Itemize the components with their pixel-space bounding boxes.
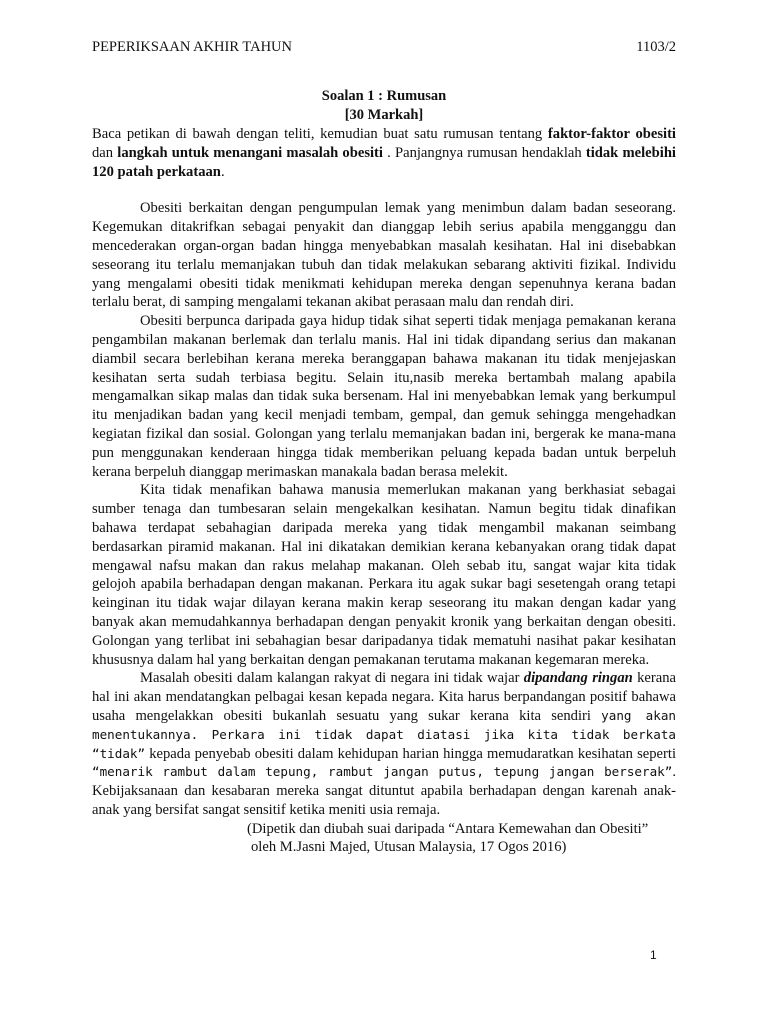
page-number: 1 [650,948,657,962]
paragraph-part: Masalah obesiti dalam kalangan rakyat di negara ini tidak wajar [140,670,524,687]
instruction-text [92,125,676,181]
emphasis-phrase: dipandang ringan [523,670,633,687]
question-heading: Soalan 1 : Rumusan [321,88,447,104]
credit-line: (Dipetik dan diubah suai daripada “Antara Kemewahan dan Obesiti” [247,820,649,837]
instruction-bold: langkah untuk menangani masalah obesiti [117,144,383,161]
paragraph-4 [92,669,676,819]
spacer [92,181,676,199]
paper-code: 1103/2 [636,39,676,55]
paragraph-3: Kita tidak menafikan bahawa manusia memerlukan makanan yang berkhasiat sebagai sumber tenaga dan tumbesaran selain mengekalkan kesihatan. Namun begitu tidak dinafikan bahawa terdapat sebahagian daripada mereka yang tidak mengambil makanan seimbang berdasarkan piramid makanan. Hal ini dikatakan demikian kerana kebanyakan orang tidak dapat mengawal nafsu makan dan rakus melahap makanan. Oleh sebab itu, sangat wajar kita tidak gelojoh apabila berhadapan dengan makanan. Perkara itu agak sukar bagi sesetengah orang tetapi keinginan itu tidak wajar dilayan kerana makin kerap seseorang itu makan dengan kadar yang banyak akan memudahkannya berhadapan dengan penyakit kronik yang berkaitan dengan obesiti. Golongan yang terlibat ini sebahagian besar daripadanya tidak mematuhi nasihat pakar kesihatan khususnya dalam hal yang berkaitan dengan pemakanan terutama makanan kegemaran mereka. [92,482,676,668]
instruction-part: Baca petikan di bawah dengan teliti, kemudian buat satu rumusan tentang [92,126,548,142]
paragraph-part: . Kebijaksanaan dan kesabaran mereka sangat dituntut apabila berhadapan dengan karenah anak-anak yang bersifat sangat sensitif ketika meniti usia remaja. [92,764,676,818]
instruction-bold: tidak melebihi 120 patah perkataan [92,144,676,180]
instruction-bold: faktor-faktor obesiti [547,126,676,142]
exam-title: PEPERIKSAAN AKHIR TAHUN [92,39,292,55]
instruction-part: dan [92,144,118,161]
paragraph-part: kerana hal ini akan mendatangkan pelbagai kesan kepada negara. Kita harus berpandangan positif bahawa usaha mengelakkan obesiti bukanlah sesuatu yang sukar kerana kita sendiri [92,670,676,724]
quoted-proverb: “menarik rambut dalam tepung, rambut jangan putus, tepung jangan berserak” [92,764,673,780]
paragraph-2: Obesiti berpunca daripada gaya hidup tidak sihat seperti tidak menjaga pemakanan kerana pengambilan makanan berlemak dan terlalu manis. Hal ini tidak dipandang serius dan makanan diambil secara berlebihan kerana mereka beranggapan bahawa makanan itu tidak menjejaskan kesihatan serta sudah terbiasa begitu. Selain itu,nasib mereka bertambah malang apabila mengamalkan sikap malas dan tidak suka bersenam. Hal ini menyebabkan lemak yang berkumpul itu menjadikan badan yang kecil menjadi tembam, gempal, dan gemuk sehingga mengehadkan kegiatan fizikal dan sosial. Golongan yang terlalu memanjakan badan ini, bergerak ke mana-mana pun menggunakan kenderaan hingga tidak memberikan peluang kepada badan untuk berpeluh kerana berpeluh dianggap merimaskan manakala badan berasa melekit. [92,313,676,480]
paragraph-part: yang akan menentukannya. Perkara ini tidak dapat diatasi jika kita tidak berkata “tidak” [92,707,676,761]
paragraph-1: Obesiti berkaitan dengan pengumpulan lemak yang menimbun dalam badan seseorang. Kegemukan ditakrifkan sebagai penyakit dan dianggap lebih serius apabila mengganggu dan mencederakan organ-organ badan hingga menyebabkan masalah kesihatan. Hal ini disebabkan seseorang itu terlalu memanjakan tubuh dan tidak melakukan sebarang aktiviti fizikal. Individu yang mengalami obesiti tidak menikmati kehidupan mereka dengan sepenuhnya kerana badan terlalu berat, di samping mengalami tekanan akibat perasaan malu dan rendah diri. [92,200,676,311]
question-title [0,87,768,125]
source-credit [92,820,676,858]
document-body [92,125,676,857]
credit-line: oleh M.Jasni Majed, Utusan Malaysia, 17 Ogos 2016) [251,839,567,856]
paragraph-part: kepada penyebab obesiti dalam kehidupan harian hingga memudaratkan kesihatan seperti [145,745,676,762]
instruction-part: . Panjangnya rumusan hendaklah [382,144,586,161]
marks-label: [30 Markah] [344,107,424,123]
instruction-part: . [220,163,225,180]
